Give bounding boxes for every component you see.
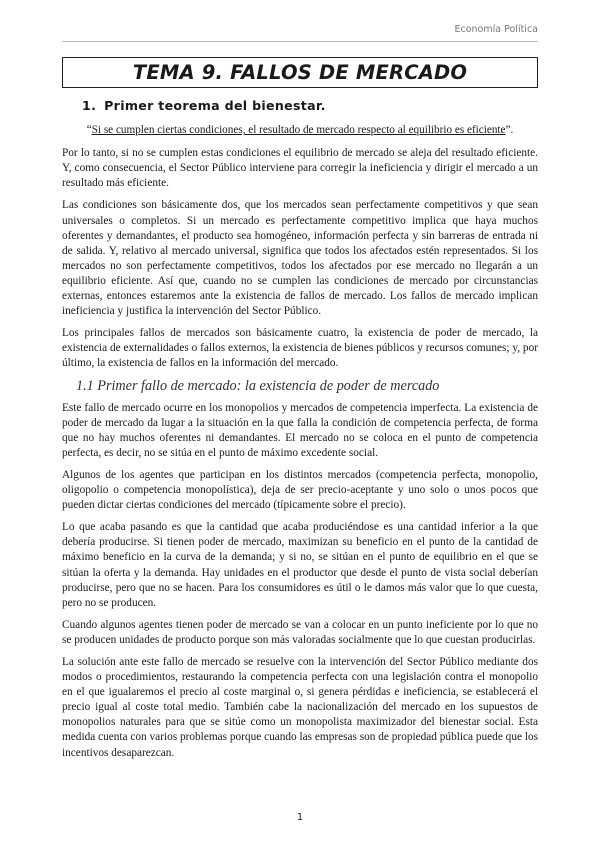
header-divider — [62, 41, 538, 42]
quote-text: Si se cumplen ciertas condiciones, el resultado de mercado respecto al equilibrio es eficiente — [91, 124, 506, 137]
paragraph: Cuando algunos agentes tienen poder de mercado se van a colocar en un punto ineficiente por lo que no se producen unidades de producto porque son más valoradas socialmente que lo que cuestan producirlas. — [62, 618, 538, 646]
quote — [62, 123, 538, 138]
section-heading — [82, 98, 538, 113]
paragraph: Las condiciones son básicamente dos, que los mercados sean perfectamente competitivos y que sean universales o completos. Si un mercado es perfectamente competitivo implica que haya muchos oferentes y demandantes, el producto sea homogéneo, información perfecta y sin barreras de entrada ni de salida. Y, relativo al mercado universal, significa que todos los afectados estén representados. Si los mercados no son perfectamente competitivos, todos los afectados por ese mercado no llegarán a un equilibrio eficiente. Así que, cuando no se cumplen las condiciones de mercado por circunstancias externas, entonces estaremos ante la existencia de fallos de mercado. Los fallos de mercado implican ineficiencia y justifica la intervención del Sector Público. — [62, 199, 538, 318]
paragraph: Los principales fallos de mercados son básicamente cuatro, la existencia de poder de mercado, la existencia de externalidades o fallos externos, la existencia de bienes públicos y recursos comunes; y, por último, la existencia de fallos en la información del mercado. — [62, 327, 538, 370]
paragraph: Algunos de los agentes que participan en los distintos mercados (competencia perfecta, monopolio, oligopolio o competencia monopolística), deja de ser precio-aceptante y uno solo o unos pocos que pueden dictar ciertas condiciones del mercado (típicamente sobre el precio). — [62, 468, 538, 512]
quote-close: ”. — [505, 124, 514, 137]
document-header: Economía Política — [454, 24, 538, 35]
paragraph: Lo que acaba pasando es que la cantidad que acaba produciéndose es una cantidad inferior a la que debería producirse. Si tienen poder de mercado, maximizan su beneficio en el punto de la cantidad de máximo beneficio en la curva de la demanda; y si no, se sitúan en el punto de equilibrio en el que se sitúan la oferta y la demanda. Hay unidades en el productor que desde el punto de vista social deberían producirse, pero que no se hacen. Para los consumidores es útil o le damos más valor que lo que cuesta, pero no se producen. — [62, 521, 538, 609]
quote-open: “ — [86, 124, 92, 137]
paragraph: La solución ante este fallo de mercado se resuelve con la intervención del Sector Público mediante dos modos o procedimientos, restaurando la competencia perfecta con una legislación contra el monopolio en el que igualaremos el precio al coste marginal o, si genera pérdidas e ineficiencia, se establecerá el precio igual al coste total medio. También cabe la nacionalización del mercado en los supuestos de monopolios naturales para que se sitúe como un monopolista maximizador del bienestar social. Esta medida cuenta con varios problemas porque cuando las empresas son de propiedad pública puede que los incentivos desaparezcan. — [62, 656, 538, 759]
paragraph: Por lo tanto, si no se cumplen estas condiciones el equilibrio de mercado se aleja del resultado eficiente. Y, como consecuencia, el Sector Público interviene para corregir la ineficiencia y dirigir el mercado a un resultado más eficiente. — [62, 147, 538, 190]
document-body — [62, 98, 538, 768]
section-title: Primer teorema del bienestar. — [104, 98, 326, 113]
page-number: 1 — [296, 812, 304, 823]
section-number: 1. — [82, 98, 97, 113]
subsection-heading: 1.1 Primer fallo de mercado: la existencia de poder de mercado — [76, 377, 440, 394]
page-title: TEMA 9. FALLOS DE MERCADO — [132, 61, 468, 84]
title-box — [62, 57, 538, 88]
paragraph: Este fallo de mercado ocurre en los monopolios y mercados de competencia imperfecta. La existencia de poder de mercado da lugar a la situación en la que falla la condición de competencia perfecta, de forma que no hay muchos oferentes ni demandantes. El mercado no se coloca en el punto de competencia perfecta, es decir, no se sitúa en el punto de máximo excedente social. — [62, 401, 538, 459]
